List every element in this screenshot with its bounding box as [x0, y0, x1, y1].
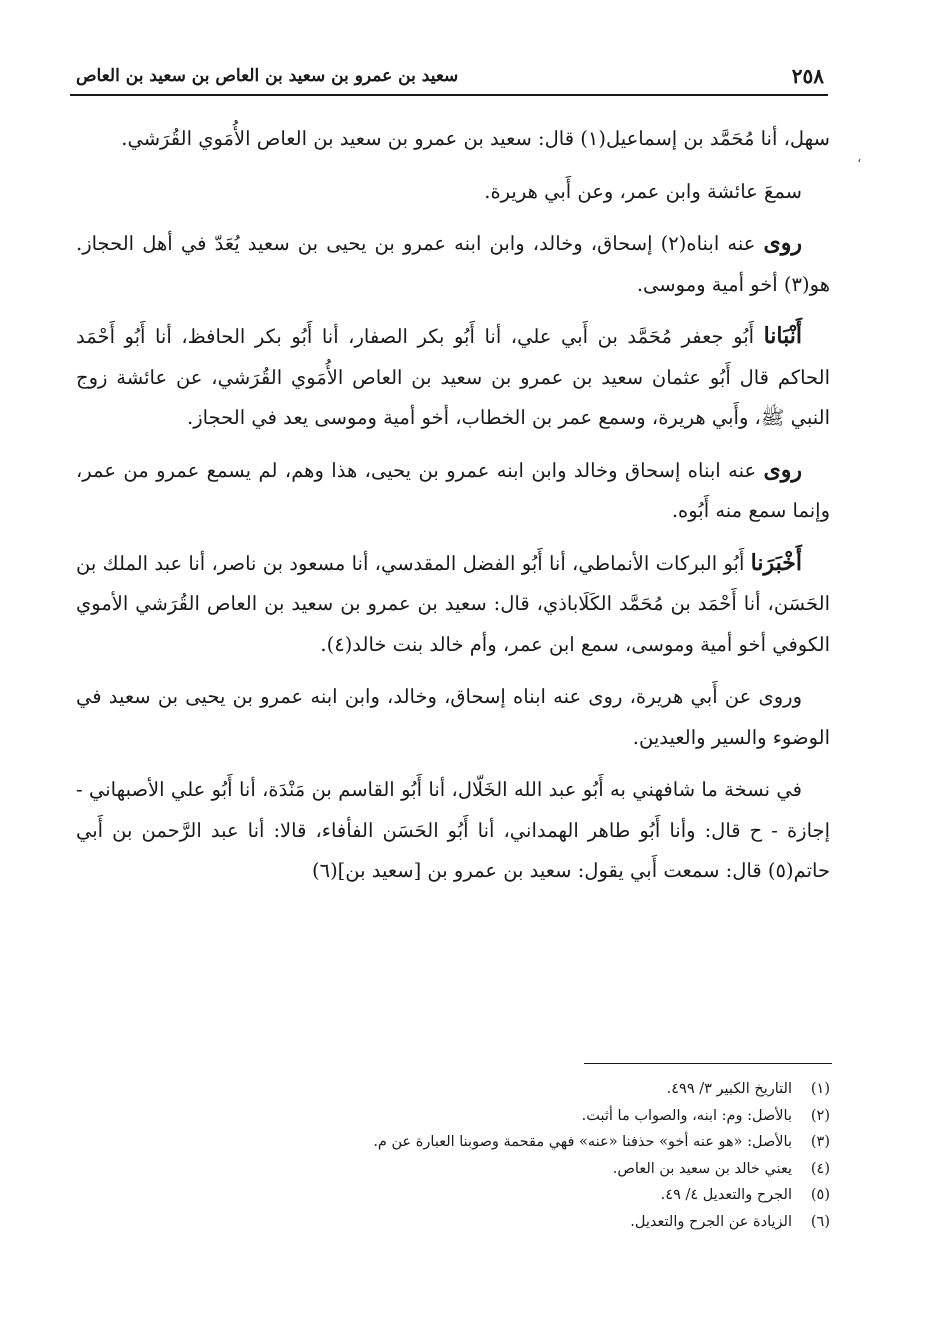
footnotes — [200, 1076, 830, 1235]
paragraph-lead: روى — [763, 230, 803, 256]
footnote-number: (٤) — [810, 1160, 830, 1177]
footnote-2 — [200, 1103, 830, 1130]
paragraph-text: سهل، أنا مُحَمَّد بن إسماعيل(١) قال: سعيد بن عمرو بن سعيد بن العاص الأُمَوي القُرَشي. — [121, 127, 830, 150]
footnote-number: (٥) — [810, 1187, 830, 1203]
running-title: سعيد بن عمرو بن سعيد بن العاص بن سعيد بن العاص — [76, 66, 459, 86]
footnote-number: (٣) — [810, 1134, 830, 1150]
footnote-text: بالأصل: وم: ابنه، والصواب ما أثبت. — [581, 1107, 792, 1124]
footnote-5 — [200, 1182, 830, 1209]
paragraph-3 — [76, 223, 830, 305]
paragraph-6 — [76, 543, 830, 666]
footnote-number: (٦) — [810, 1213, 830, 1230]
paragraph-text: عنه ابناه إسحاق وخالد وابن ابنه عمرو بن يحيى، هذا وهم، لم يسمع عمرو من عمر، وإنما سمع منه أَبُوه. — [76, 458, 830, 522]
page-number: ٢٥٨ — [791, 64, 824, 88]
footnote-number: (١) — [810, 1081, 830, 1097]
footnote-1 — [200, 1076, 830, 1103]
paragraph-lead: أَنْبَانا — [763, 323, 802, 349]
main-text — [76, 118, 830, 903]
margin-mark: ، — [857, 150, 862, 166]
paragraph-text: أَبُو البركات الأنماطي، أنا أَبُو الفضل المقدسي، أنا مسعود بن ناصر، أنا عبد الملك بن الحَسَن، أنا أَحْمَد بن مُحَمَّد الكَلَاباذي، قال: سعيد بن عمرو بن سعيد بن العاص القُرَشي الأموي الكوفي أخو أمية وموسى، سمع ابن عمر، وأم خالد بنت خالد(٤). — [76, 551, 830, 656]
footnote-text: يعني خالد بن سعيد بن العاص. — [612, 1160, 792, 1177]
footnote-separator — [584, 1063, 832, 1064]
footnote-3 — [200, 1129, 830, 1156]
paragraph-lead: روى — [763, 456, 802, 483]
header-rule — [70, 94, 828, 96]
paragraph-7 — [76, 676, 830, 758]
footnote-text: التاريخ الكبير ٣/ ٤٩٩. — [666, 1081, 792, 1097]
footnote-text: بالأصل: «هو عنه أخو» حذفنا «عنه» فهي مقحمة وصوبنا العبارة عن م. — [373, 1134, 792, 1150]
footnote-6 — [200, 1209, 830, 1236]
paragraph-text: عنه ابناه(٢) إسحاق، وخالد، وابن ابنه عمرو بن يحيى بن سعيد يُعَدّ في أهل الحجاز. هو(٣) أخو أمية وموسى. — [76, 232, 830, 296]
footnote-text: الزيادة عن الجرح والتعديل. — [630, 1213, 792, 1230]
running-header — [70, 62, 828, 96]
paragraph-5 — [76, 450, 830, 532]
paragraph-4 — [76, 316, 830, 439]
paragraph-text: وروى عن أَبي هريرة، روى عنه ابناه إسحاق، وخالد، وابن ابنه عمرو بن يحيى بن سعيد في الوضوء والسير والعيدين. — [76, 685, 830, 749]
paragraph-text: في نسخة ما شافهني به أَبُو عبد الله الخَلّال، أنا أَبُو القاسم بن مَنْدَة، أنا أَبُو علي الأصبهاني - إجازة - ح قال: وأنا أَبُو طاهر الهمداني، أنا أَبُو الحَسَن الفأفاء، قالا: أنا عبد الرَّحمن بن أَبي حاتم(٥) قال: سمعت أَبي يقول: سعيد بن عمرو بن [سعيد بن](٦) — [76, 778, 830, 882]
footnote-number: (٢) — [810, 1107, 830, 1124]
paragraph-2 — [76, 171, 830, 213]
paragraph-1 — [76, 118, 830, 160]
paragraph-text: سمعَ عائشة وابن عمر، وعن أَبي هريرة. — [484, 179, 802, 203]
footnote-text: الجرح والتعديل ٤/ ٤٩. — [660, 1187, 792, 1203]
footnote-4 — [200, 1156, 830, 1183]
paragraph-lead: أَخْبَرَنا — [750, 549, 802, 576]
paragraph-text: أَبُو جعفر مُحَمَّد بن أَبي علي، أنا أَبُو بكر الصفار، أنا أَبُو بكر الحافظ، أنا أَبُو أَحْمَد الحاكم قال أَبُو عثمان سعيد بن عمرو بن سعيد بن العاص الأُمَوي القُرَشي، عن عائشة زوج النبي ﷺ، وأَبي هريرة، وسمع عمر بن الخطاب، أخو أمية وموسى يعد في الحجاز. — [76, 325, 830, 429]
paragraph-8 — [76, 769, 830, 892]
